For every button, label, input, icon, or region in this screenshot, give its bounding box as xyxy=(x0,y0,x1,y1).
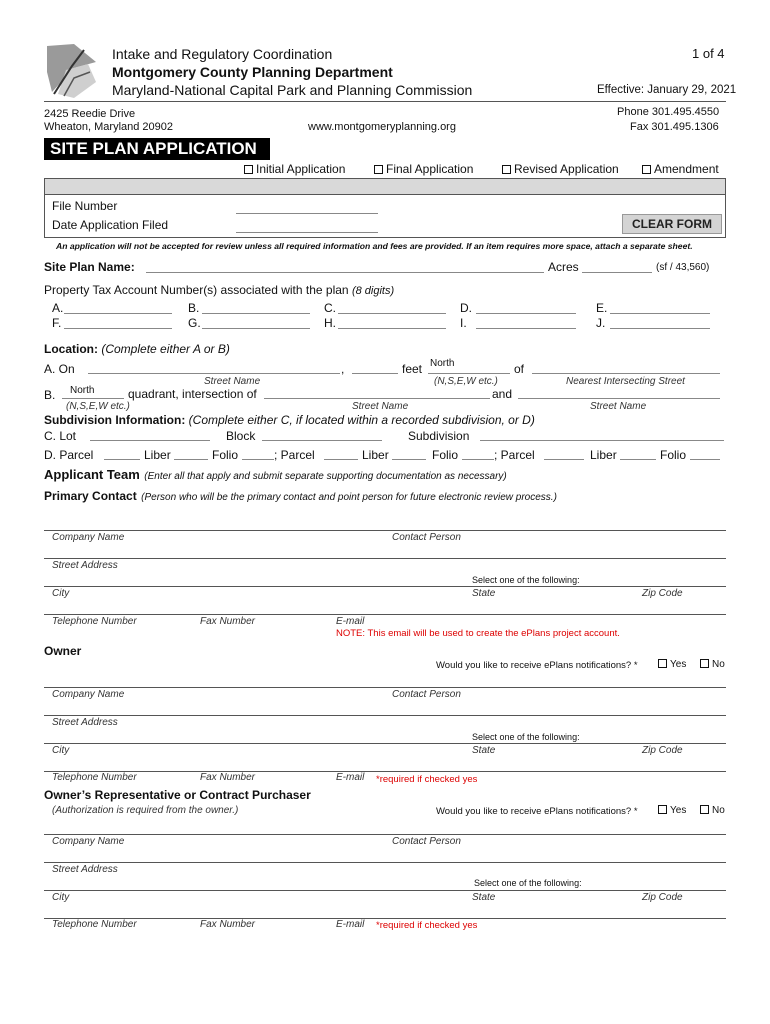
sf-label: (sf / 43,560) xyxy=(656,262,710,273)
rep-hint: (Authorization is required from the owner.) xyxy=(52,805,239,816)
primary-contact-title: Primary Contact (Person who will be the primary contact and point person for future electronic review process.) xyxy=(44,489,557,503)
d-parcel3-input[interactable] xyxy=(544,459,584,460)
rep-company-input[interactable] xyxy=(44,834,726,835)
d-folio2-label: Folio xyxy=(432,448,459,462)
owner-street-input[interactable] xyxy=(44,715,726,716)
date-filed-input[interactable] xyxy=(236,232,378,233)
lot-input[interactable] xyxy=(90,440,210,441)
d-parcel-input[interactable] xyxy=(104,459,140,460)
location-b-direction-line xyxy=(62,398,124,399)
tax-i: I. xyxy=(460,316,467,330)
rep-contact-label: Contact Person xyxy=(392,836,461,847)
rep-yes[interactable]: Yes xyxy=(658,805,686,816)
rep-question: Would you like to receive ePlans notifications? * xyxy=(436,806,638,817)
street-name-label: Street Name xyxy=(204,376,261,387)
tax-h: H. xyxy=(324,316,336,330)
email-note: NOTE: This email will be used to create the ePlans project account. xyxy=(336,628,620,639)
checkbox-icon[interactable] xyxy=(244,165,253,174)
tax-f: F. xyxy=(52,316,62,330)
tax-d: D. xyxy=(460,301,472,315)
rep-phone-input[interactable] xyxy=(44,918,726,919)
rep-required: *required if checked yes xyxy=(376,920,478,931)
clear-form-button[interactable]: CLEAR FORM xyxy=(622,214,722,234)
subdivision-input[interactable] xyxy=(480,440,724,441)
tax-i-input[interactable] xyxy=(476,328,576,329)
d-liber3-label: Liber xyxy=(590,448,617,462)
checkbox-icon[interactable] xyxy=(658,659,667,668)
checkbox-icon[interactable] xyxy=(642,165,651,174)
type-final[interactable]: Final Application xyxy=(374,162,473,176)
checkbox-icon[interactable] xyxy=(658,805,667,814)
d-liber-input[interactable] xyxy=(174,459,208,460)
tax-a: A. xyxy=(52,301,64,315)
street-name-label-c: Street Name xyxy=(590,401,647,412)
rep-no[interactable]: No xyxy=(700,805,725,816)
header-line2: Montgomery County Planning Department xyxy=(112,64,393,80)
fax: Fax 301.495.1306 xyxy=(630,121,719,133)
checkbox-icon[interactable] xyxy=(374,165,383,174)
primary-street-input[interactable] xyxy=(44,558,726,559)
location-b-street1[interactable] xyxy=(264,398,490,399)
header-line1: Intake and Regulatory Coordination xyxy=(112,46,333,62)
location-a-nearest[interactable] xyxy=(532,373,720,374)
owner-fax-label: Fax Number xyxy=(200,772,256,783)
owner-company-label: Company Name xyxy=(52,689,125,700)
owner-title: Owner xyxy=(44,644,82,658)
tax-c: C. xyxy=(324,301,336,315)
street-name-label-b: Street Name xyxy=(352,401,409,412)
and-label: and xyxy=(492,387,513,401)
location-a-direction-line xyxy=(428,373,510,374)
acres-input[interactable] xyxy=(582,272,652,273)
rep-street-input[interactable] xyxy=(44,862,726,863)
file-number-label: File Number xyxy=(52,199,118,213)
nearest-label: Nearest Intersecting Street xyxy=(566,376,685,387)
owner-phone-input[interactable] xyxy=(44,771,726,772)
tax-a-input[interactable] xyxy=(64,313,172,314)
page-number: 1 of 4 xyxy=(692,46,725,61)
d-liber-label: Liber xyxy=(144,448,171,462)
phone-label: Telephone Number xyxy=(52,616,137,627)
fax-label: Fax Number xyxy=(200,616,256,627)
address-line1: 2425 Reedie Drive xyxy=(44,108,136,120)
location-b-direction[interactable]: North xyxy=(70,385,95,396)
rep-street-label: Street Address xyxy=(52,864,118,875)
comma: , xyxy=(341,362,345,376)
owner-phone-label: Telephone Number xyxy=(52,772,137,783)
d-liber3-input[interactable] xyxy=(620,459,656,460)
rep-title: Owner’s Representative or Contract Purchaser xyxy=(44,788,311,802)
d-parcel2-label: ; Parcel xyxy=(274,448,315,462)
block-label: Block xyxy=(226,429,256,443)
location-title: Location: (Complete either A or B) xyxy=(44,342,230,356)
site-plan-name-input[interactable] xyxy=(146,272,544,273)
city-label: City xyxy=(52,588,70,599)
owner-zip-label: Zip Code xyxy=(642,745,683,756)
header-line3: Maryland-National Capital Park and Planning Commission xyxy=(112,82,473,98)
rep-phone-label: Telephone Number xyxy=(52,919,137,930)
owner-question: Would you like to receive ePlans notifications? * xyxy=(436,660,638,671)
owner-city-input[interactable] xyxy=(44,743,726,744)
primary-phone-input[interactable] xyxy=(44,614,726,615)
owner-contact-label: Contact Person xyxy=(392,689,461,700)
primary-city-input[interactable] xyxy=(44,586,726,587)
subdivision-title: Subdivision Information: (Complete either C, if located within a recorded subdivision, or D) xyxy=(44,413,535,427)
owner-yes[interactable]: Yes xyxy=(658,659,686,670)
logo xyxy=(44,42,100,100)
applicant-team-title: Applicant Team (Enter all that apply and submit separate supporting documentation as necessary) xyxy=(44,467,507,482)
location-a-label: A. On xyxy=(44,362,75,376)
tax-j: J. xyxy=(596,316,606,330)
d-folio-input[interactable] xyxy=(242,459,274,460)
d-folio3-input[interactable] xyxy=(690,459,720,460)
tax-g: G. xyxy=(188,316,201,330)
site-plan-name-label: Site Plan Name: xyxy=(44,260,135,274)
nsew-label-b: (N,S,E,W etc.) xyxy=(66,401,130,412)
nsew-label: (N,S,E,W etc.) xyxy=(434,376,498,387)
tax-j-input[interactable] xyxy=(610,328,710,329)
email-label: E-mail xyxy=(336,616,365,627)
owner-city-label: City xyxy=(52,745,70,756)
tax-c-input[interactable] xyxy=(338,313,446,314)
d-parcel-label: D. Parcel xyxy=(44,448,94,462)
tax-b-input[interactable] xyxy=(202,313,310,314)
tax-f-input[interactable] xyxy=(64,328,172,329)
checkbox-icon[interactable] xyxy=(700,805,709,814)
rep-select-label: Select one of the following: xyxy=(474,878,582,888)
checkbox-icon[interactable] xyxy=(502,165,511,174)
tax-g-input[interactable] xyxy=(202,328,310,329)
owner-email-label: E-mail xyxy=(336,772,365,783)
owner-no[interactable]: No xyxy=(700,659,725,670)
notice-text: An application will not be accepted for review unless all required information and fees are provided. If an item requires more space, attach a separate sheet. xyxy=(56,241,693,251)
effective-date: Effective: January 29, 2021 xyxy=(597,84,737,96)
rep-city-label: City xyxy=(52,892,70,903)
d-liber2-input[interactable] xyxy=(392,459,426,460)
phone: Phone 301.495.4550 xyxy=(617,106,720,118)
location-a-feet-input[interactable] xyxy=(352,373,398,374)
type-revised[interactable]: Revised Application xyxy=(502,162,619,176)
page-title: SITE PLAN APPLICATION xyxy=(44,138,270,160)
owner-select-label: Select one of the following: xyxy=(472,732,580,742)
location-b-street2[interactable] xyxy=(518,398,720,399)
rep-company-label: Company Name xyxy=(52,836,125,847)
tax-d-input[interactable] xyxy=(476,313,576,314)
block-input[interactable] xyxy=(262,440,382,441)
tax-label: Property Tax Account Number(s) associated with the plan (8 digits) xyxy=(44,283,395,297)
file-number-input[interactable] xyxy=(236,213,378,214)
rep-fax-label: Fax Number xyxy=(200,919,256,930)
rep-zip-label: Zip Code xyxy=(642,892,683,903)
owner-required: *required if checked yes xyxy=(376,774,478,785)
owner-street-label: Street Address xyxy=(52,717,118,728)
tax-h-input[interactable] xyxy=(338,328,446,329)
tax-e-input[interactable] xyxy=(610,313,710,314)
primary-company-input[interactable] xyxy=(44,530,726,531)
rep-city-input[interactable] xyxy=(44,890,726,891)
d-parcel2-input[interactable] xyxy=(324,459,358,460)
d-folio3-label: Folio xyxy=(660,448,687,462)
website: www.montgomeryplanning.org xyxy=(308,121,456,133)
rep-email-label: E-mail xyxy=(336,919,365,930)
feet-label: feet xyxy=(402,362,423,376)
location-a-direction[interactable]: North xyxy=(430,358,455,369)
owner-state-label: State xyxy=(472,745,496,756)
address-line2: Wheaton, Maryland 20902 xyxy=(44,121,174,133)
contact-label: Contact Person xyxy=(392,532,461,543)
select-label: Select one of the following: xyxy=(472,575,580,585)
quadrant-label: quadrant, intersection of xyxy=(128,387,257,401)
tax-e: E. xyxy=(596,301,608,315)
state-label: State xyxy=(472,588,496,599)
d-parcel3-label: ; Parcel xyxy=(494,448,535,462)
rep-state-label: State xyxy=(472,892,496,903)
checkbox-icon[interactable] xyxy=(700,659,709,668)
location-a-street[interactable] xyxy=(88,373,340,374)
date-filed-label: Date Application Filed xyxy=(52,218,169,232)
subdivision-label: Subdivision xyxy=(408,429,470,443)
d-folio2-input[interactable] xyxy=(462,459,494,460)
zip-label: Zip Code xyxy=(642,588,683,599)
owner-company-input[interactable] xyxy=(44,687,726,688)
tax-b: B. xyxy=(188,301,200,315)
acres-label: Acres xyxy=(548,260,579,274)
street-label: Street Address xyxy=(52,560,118,571)
company-label: Company Name xyxy=(52,532,125,543)
lot-label: C. Lot xyxy=(44,429,77,443)
type-amendment[interactable]: Amendment xyxy=(642,162,719,176)
type-initial[interactable]: Initial Application xyxy=(244,162,345,176)
of-label: of xyxy=(514,362,525,376)
location-b-label: B. xyxy=(44,388,56,402)
d-folio-label: Folio xyxy=(212,448,239,462)
d-liber2-label: Liber xyxy=(362,448,389,462)
